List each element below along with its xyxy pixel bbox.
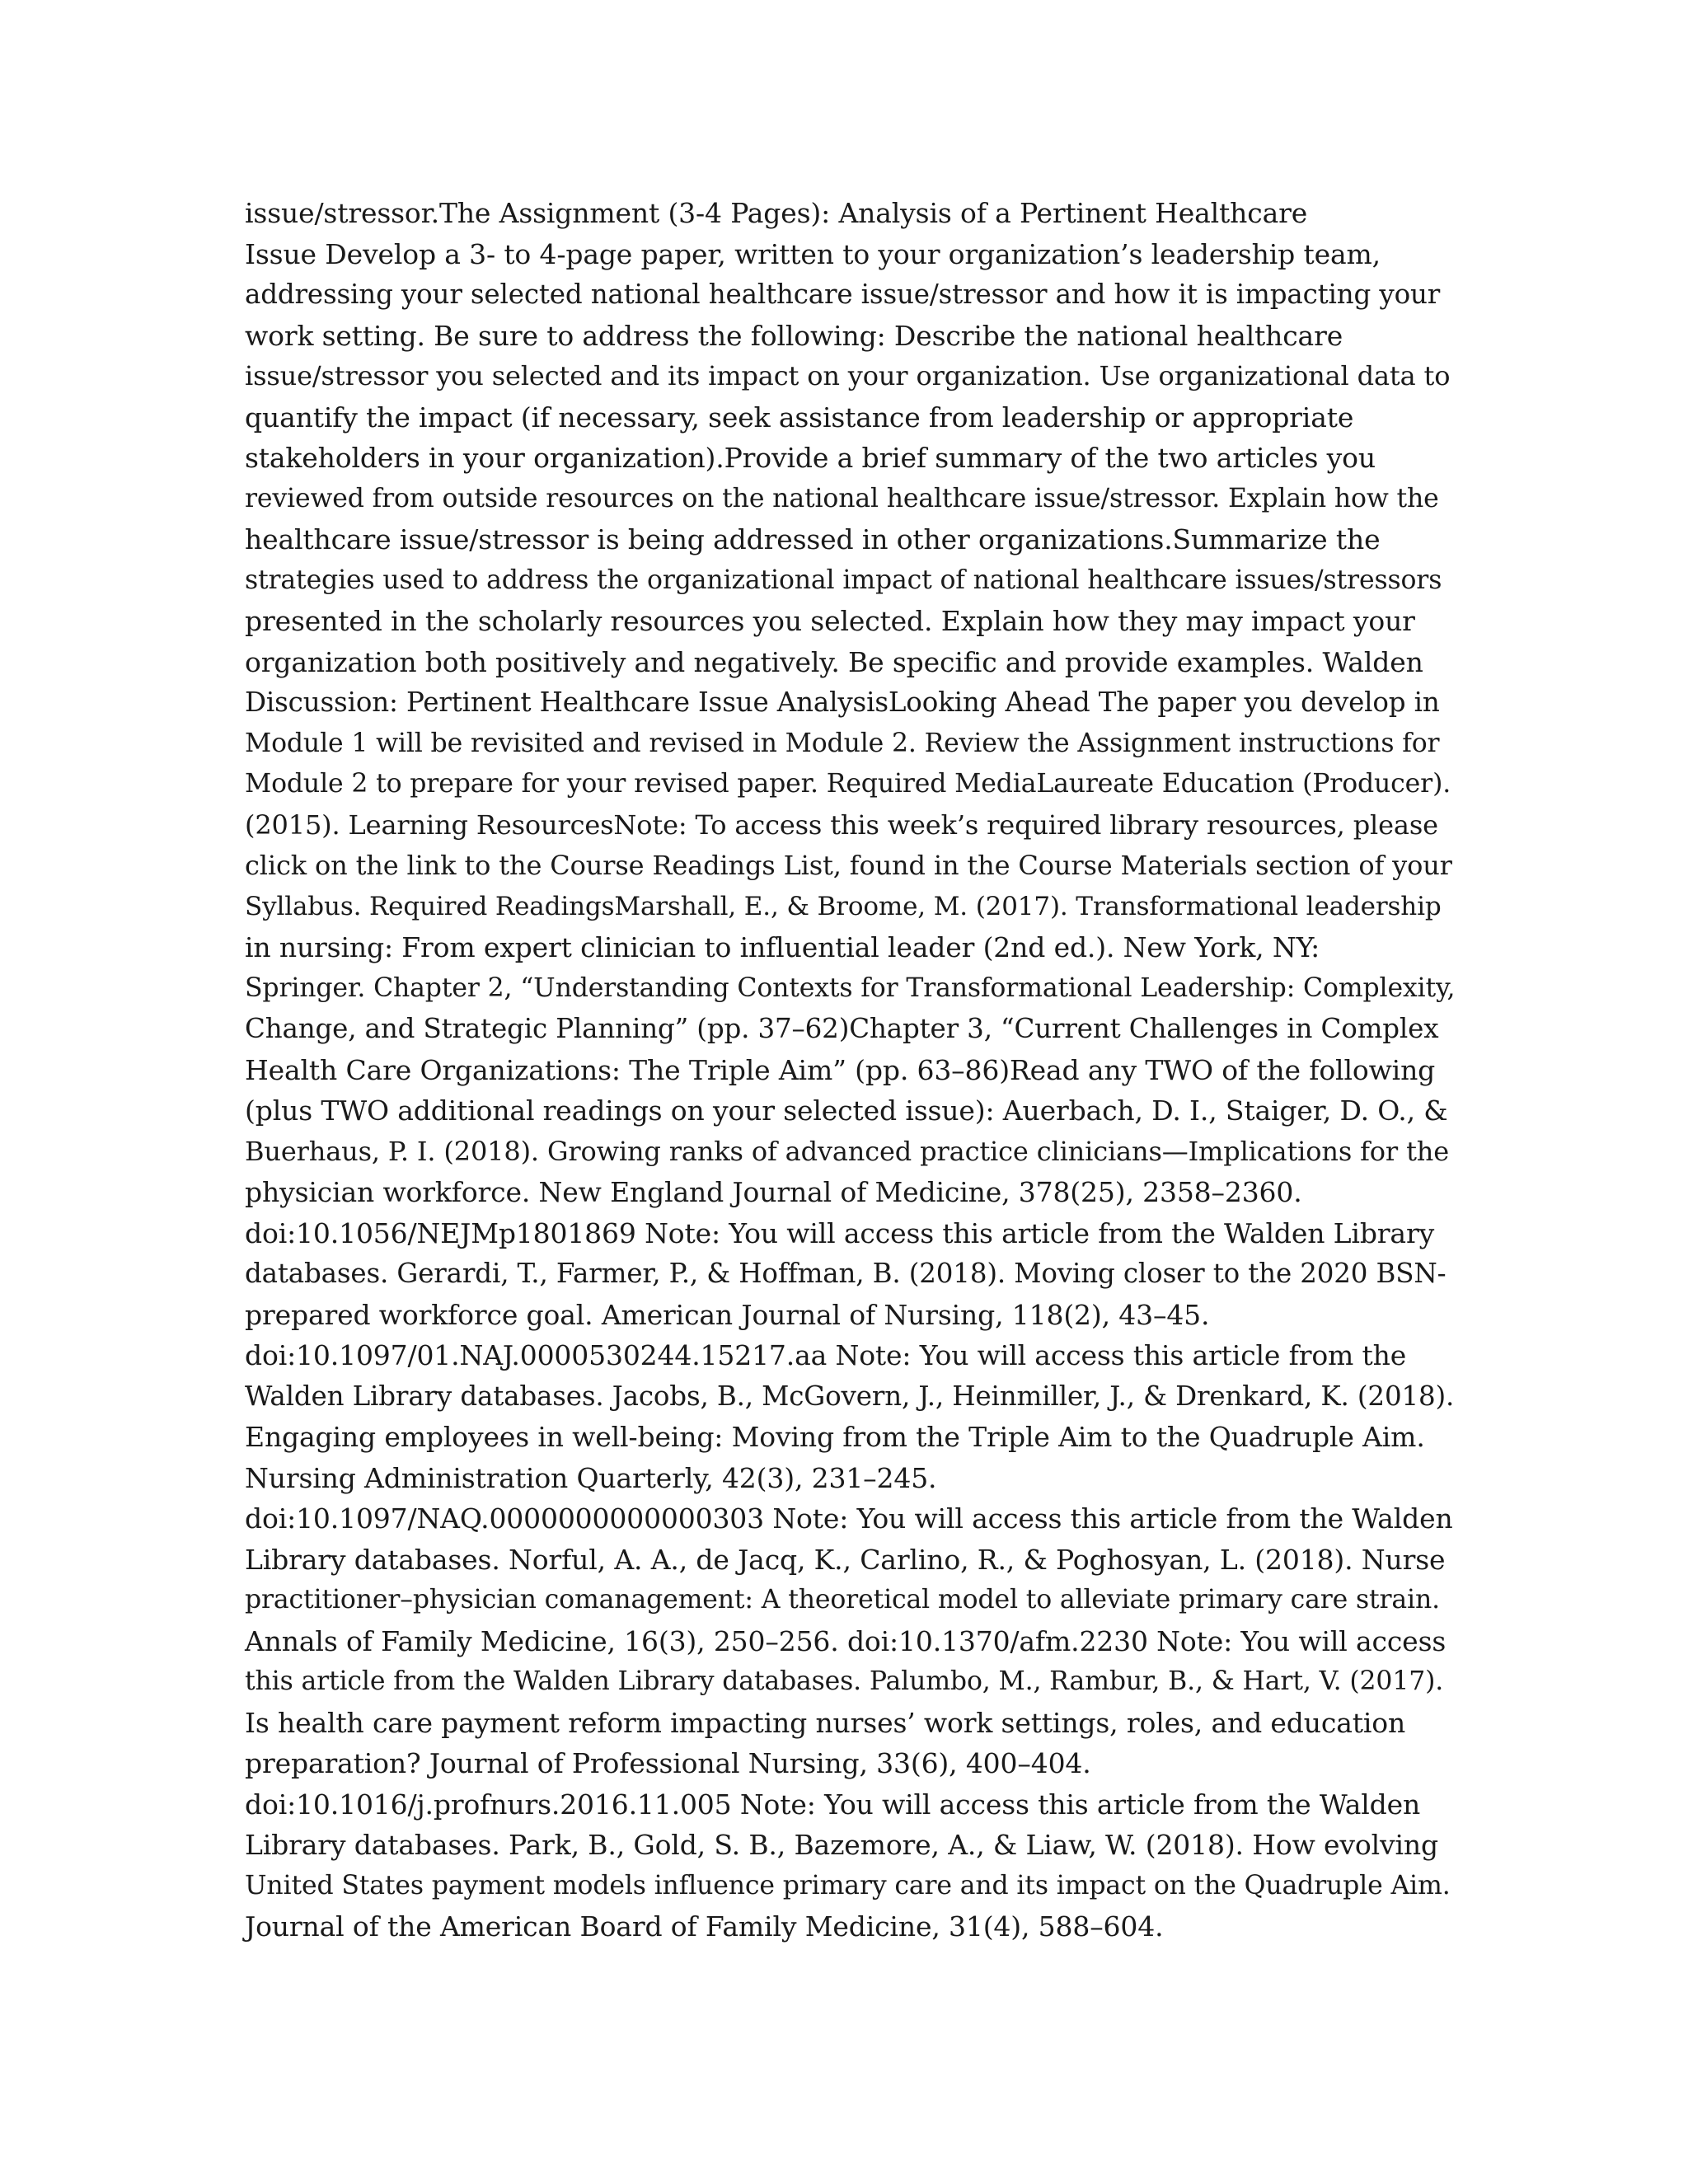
- text-line: Walden Library databases. Jacobs, B., McGovern, J., Heinmiller, J., & Drenkard, K. (2018).: [245, 1380, 1455, 1412]
- text-line: reviewed from outside resources on the national healthcare issue/stressor. Explain how the: [245, 483, 1439, 513]
- text-line: work setting. Be sure to address the following: Describe the national healthcare: [245, 319, 1343, 352]
- text-line: healthcare issue/stressor is being addressed in other organizations.Summarize the: [245, 523, 1381, 555]
- text-line: Library databases. Park, B., Gold, S. B., Bazemore, A., & Liaw, W. (2018). How evolving: [245, 1829, 1438, 1861]
- text-line: Journal of the American Board of Family Medicine, 31(4), 588–604.: [245, 1910, 1164, 1943]
- text-line: issue/stressor.The Assignment (3-4 Pages): Analysis of a Pertinent Healthcare: [245, 197, 1308, 229]
- text-line: doi:10.1016/j.profnurs.2016.11.005 Note: You will access this article from the Walden: [245, 1788, 1421, 1821]
- text-line: (2015). Learning ResourcesNote: To access this week’s required library resources, please: [245, 808, 1438, 841]
- text-line: in nursing: From expert clinician to influential leader (2nd ed.). New York, NY:: [245, 931, 1320, 963]
- text-line: presented in the scholarly resources you selected. Explain how they may impact your: [245, 605, 1415, 637]
- text-line: Change, and Strategic Planning” (pp. 37–62)Chapter 3, “Current Challenges in Complex: [245, 1013, 1439, 1044]
- text-line: Syllabus. Required ReadingsMarshall, E., & Broome, M. (2017). Transformational leadership: [245, 891, 1442, 921]
- text-line: preparation? Journal of Professional Nursing, 33(6), 400–404.: [245, 1747, 1091, 1779]
- text-line: this article from the Walden Library databases. Palumbo, M., Rambur, B., & Hart, V. (2017).: [245, 1666, 1444, 1696]
- text-line: Discussion: Pertinent Healthcare Issue AnalysisLooking Ahead The paper you develop in: [245, 687, 1440, 718]
- text-line: stakeholders in your organization).Provide a brief summary of the two articles you: [245, 442, 1376, 474]
- text-line: Springer. Chapter 2, “Understanding Contexts for Transformational Leadership: Complexity,: [245, 972, 1456, 1003]
- text-line: databases. Gerardi, T., Farmer, P., & Hoffman, B. (2018). Moving closer to the 2020 BSN-: [245, 1258, 1447, 1289]
- text-line: Library databases. Norful, A. A., de Jacq, K., Carlino, R., & Poghosyan, L. (2018). Nurse: [245, 1543, 1446, 1576]
- text-line: doi:10.1056/NEJMp1801869 Note: You will access this article from the Walden Library: [245, 1216, 1435, 1249]
- text-line: practitioner–physician comanagement: A theoretical model to alleviate primary care strain.: [245, 1585, 1440, 1615]
- text-line: strategies used to address the organizational impact of national healthcare issues/stressors: [245, 565, 1442, 595]
- text-line: United States payment models influence primary care and its impact on the Quadruple Aim.: [245, 1870, 1451, 1900]
- text-line: issue/stressor you selected and its impact on your organization. Use organizational data to: [245, 360, 1451, 391]
- text-line: Is health care payment reform impacting nurses’ work settings, roles, and education: [245, 1706, 1406, 1739]
- text-line: Module 2 to prepare for your revised paper. Required MediaLaureate Education (Producer).: [245, 769, 1451, 799]
- text-line: Health Care Organizations: The Triple Aim” (pp. 63–86)Read any TWO of the following: [245, 1053, 1436, 1086]
- text-line: organization both positively and negatively. Be specific and provide examples. Walden: [245, 645, 1423, 678]
- text-line: prepared workforce goal. American Journal of Nursing, 118(2), 43–45.: [245, 1298, 1210, 1331]
- text-line: Nursing Administration Quarterly, 42(3), 231–245.: [245, 1461, 937, 1494]
- text-line: Annals of Family Medicine, 16(3), 250–256. doi:10.1370/afm.2230 Note: You will access: [245, 1624, 1447, 1657]
- text-line: Buerhaus, P. I. (2018). Growing ranks of advanced practice clinicians—Implications for the: [245, 1135, 1450, 1167]
- text-line: Module 1 will be revisited and revised in Module 2. Review the Assignment instructions for: [245, 728, 1440, 758]
- text-line: click on the link to the Course Readings List, found in the Course Materials section of your: [245, 850, 1452, 881]
- body-text: [245, 193, 1456, 1947]
- text-line: Issue Develop a 3- to 4-page paper, written to your organization’s leadership team,: [245, 237, 1381, 270]
- text-line: quantify the impact (if necessary, seek assistance from leadership or appropriate: [245, 401, 1354, 434]
- text-line: physician workforce. New England Journal of Medicine, 378(25), 2358–2360.: [245, 1176, 1302, 1208]
- text-line: addressing your selected national healthcare issue/stressor and how it is impacting your: [245, 279, 1441, 310]
- text-line: doi:10.1097/NAQ.0000000000000303 Note: You will access this article from the Walden: [245, 1502, 1453, 1535]
- text-line: doi:10.1097/01.NAJ.0000530244.15217.aa Note: You will access this article from the: [245, 1339, 1407, 1371]
- text-line: (plus TWO additional readings on your selected issue): Auerbach, D. I., Staiger, D. O., &: [245, 1094, 1448, 1127]
- text-line: Engaging employees in well-being: Moving from the Triple Aim to the Quadruple Aim.: [245, 1421, 1425, 1453]
